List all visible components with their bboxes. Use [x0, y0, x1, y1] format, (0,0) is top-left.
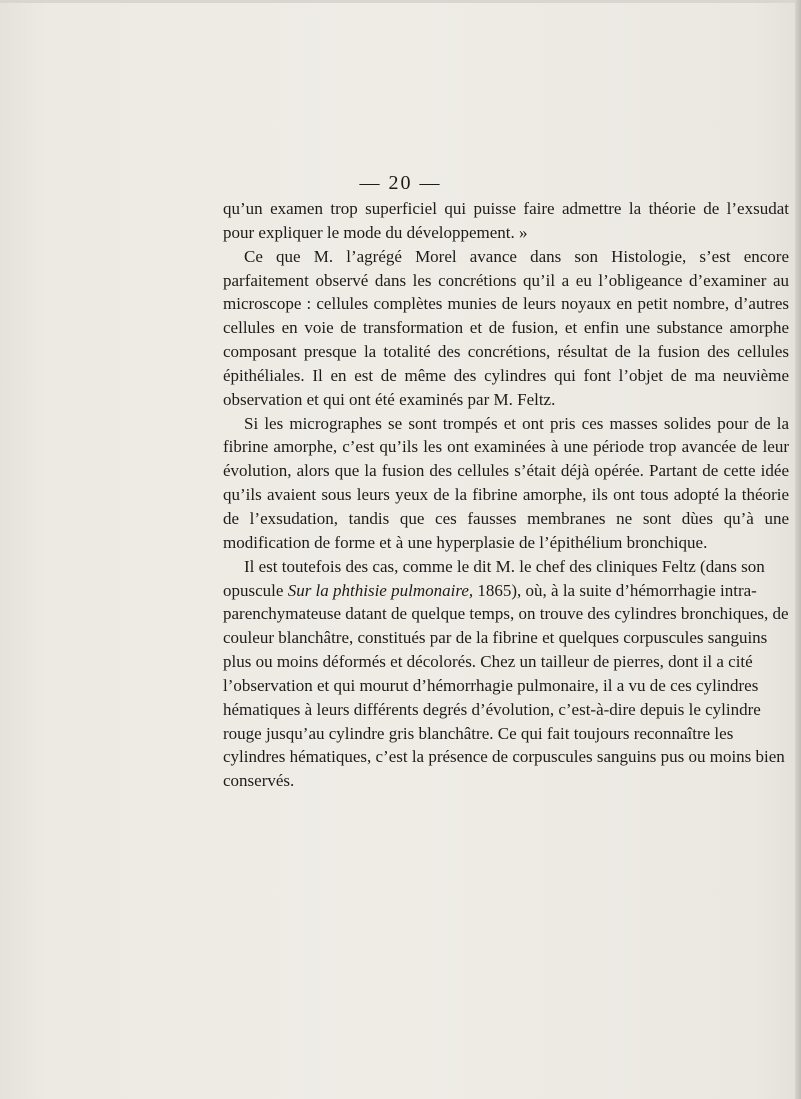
page-body — [223, 197, 789, 793]
paragraph-micrographes: Si les micrographes se sont trompés et ont pris ces masses solides pour de la fibrine amorphe, c’est qu’ils les ont examinées à une période trop avancée de leur évolution, alors que la fusion des cellules s’était déjà opérée. Partant de cette idée qu’ils avaient sous leurs yeux de la fibrine amorphe, ils ont tous adopté la théorie de l’exsudation, tandis que ces fausses membranes ne sont dùes qu’à une modification de forme et à une hyperplasie de l’épithélium bronchique. — [223, 413, 789, 552]
paragraph-feltz-before: Il est toutefois des cas, comme le dit M. le chef des cliniques Feltz (dans son opuscule — [223, 556, 765, 600]
paragraph-continuation: qu’un examen trop superficiel qui puisse faire admettre la théorie de l’exsudat pour expliquer le mode du développement. » — [223, 199, 789, 242]
paragraph-feltz — [223, 555, 789, 793]
paragraph-feltz-after: 1865), où, à la suite d’hémorrhagie intra-parenchymateuse datant de quelque temps, on trouve des cylindres bronchiques, de couleur blanchâtre, constitués par de la fibrine et quelques corpuscules sanguins plus ou moins déformés et décolorés. Chez un tailleur de pierres, dont il a cité l’observation et qui mourut d’hémorrhagie pulmonaire, il a vu de ces cylindres hématiques à leurs différents degrés d’évolution, c’est-à-dire depuis le cylindre rouge jusqu’au cylindre gris blanchâtre. Ce qui fait toujours reconnaître les cylindres hématiques, c’est la présence de corpuscules sanguins pus ou moins bien conservés. — [223, 580, 789, 791]
page-right-edge — [795, 0, 801, 1099]
page-number: — 20 — — [359, 172, 442, 194]
page-top-edge — [0, 0, 801, 3]
paragraph-morel: Ce que M. l’agrégé Morel avance dans son Histologie, s’est encore parfaitement observé dans les concrétions qu’il a eu l’obligeance d’examiner au microscope : cellules complètes munies de leurs noyaux en petit nombre, d’autres cellules en voie de transformation et de fusion, et enfin une substance amorphe composant presque la totalité des concrétions, résultat de la fusion des cellules épithéliales. Il en est de même des cylindres qui font l’objet de ma neuvième observation et qui ont été examinés par M. Feltz. — [223, 246, 789, 409]
cited-work-title: Sur la phthisie pulmonaire, — [287, 580, 474, 600]
